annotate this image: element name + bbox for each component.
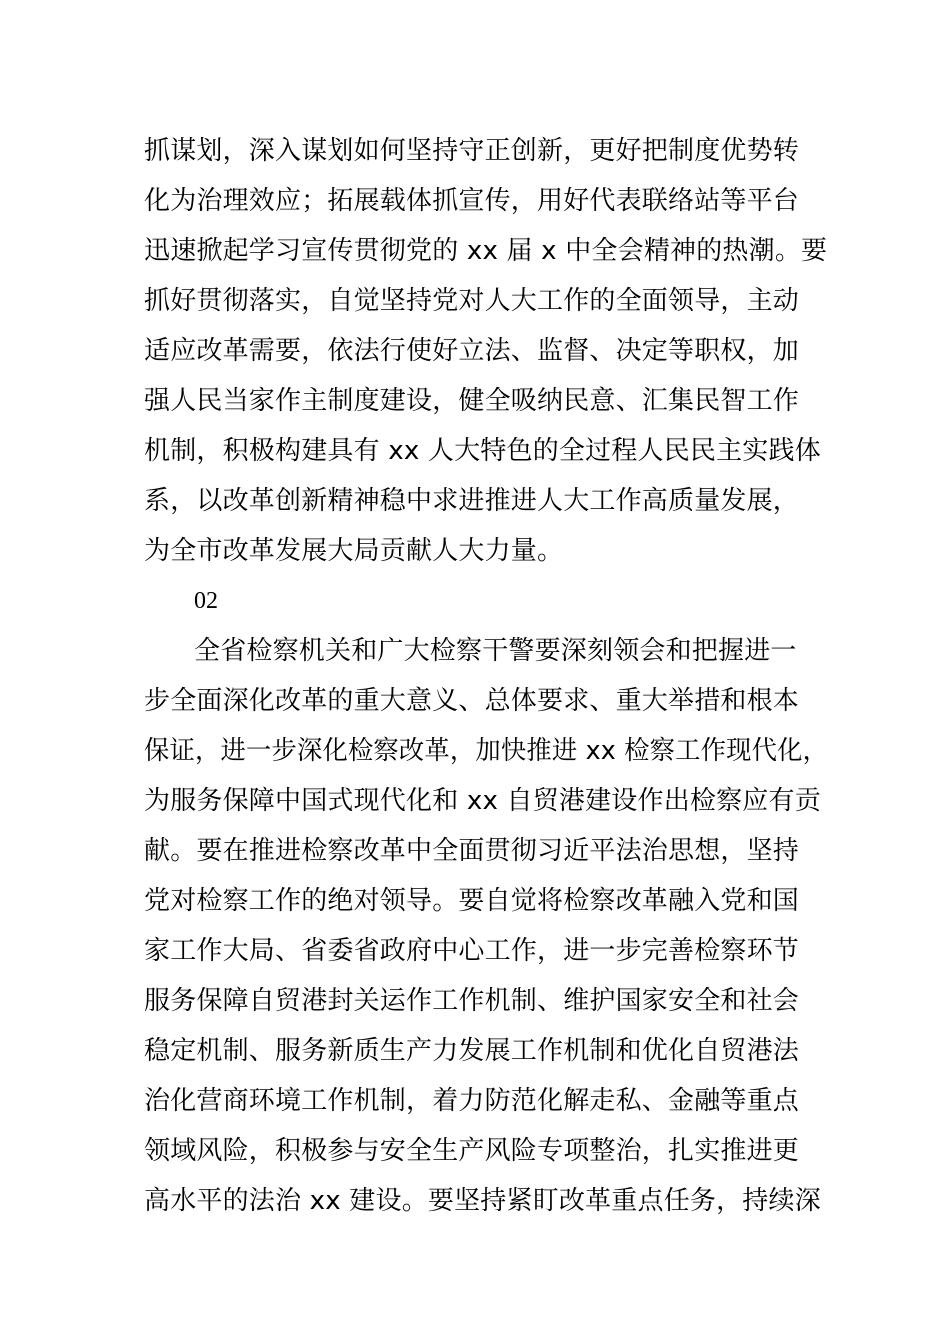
paragraph-2-line: 稳定机制、服务新质生产力发展工作机制和优化自贸港法	[144, 1036, 800, 1066]
paragraph-2-line: 全省检察机关和广大检察干警要深刻领会和把握进一	[194, 636, 797, 666]
paragraph-2-line: 高水平的法治 xx 建设。要坚持紧盯改革重点任务，持续深	[144, 1186, 821, 1216]
paragraph-2-line: 步全面深化改革的重大意义、总体要求、重大举措和根本	[144, 686, 800, 716]
paragraph-2-line: 领域风险，积极参与安全生产风险专项整治，扎实推进更	[144, 1136, 800, 1166]
paragraph-1-line: 为全市改革发展大局贡献人大力量。	[144, 536, 564, 566]
paragraph-2-line: 保证，进一步深化检察改革，加快推进 xx 检察工作现代化，	[144, 736, 829, 766]
paragraph-1-line: 抓好贯彻落实，自觉坚持党对人大工作的全面领导，主动	[144, 286, 800, 316]
paragraph-1-line: 系，以改革创新精神稳中求进推进人大工作高质量发展，	[144, 486, 800, 516]
paragraph-2-line: 治化营商环境工作机制，着力防范化解走私、金融等重点	[144, 1086, 800, 1116]
paragraph-1-line: 抓谋划，深入谋划如何坚持守正创新，更好把制度优势转	[144, 136, 800, 166]
section-number: 02	[194, 588, 218, 614]
paragraph-1-line: 迅速掀起学习宣传贯彻党的 xx 届 x 中全会精神的热潮。要	[144, 236, 828, 266]
paragraph-2-line: 为服务保障中国式现代化和 xx 自贸港建设作出检察应有贡	[144, 786, 821, 816]
paragraph-1-line: 机制，积极构建具有 xx 人大特色的全过程人民民主实践体	[144, 436, 821, 466]
paragraph-2-line: 党对检察工作的绝对领导。要自觉将检察改革融入党和国	[144, 886, 800, 916]
paragraph-1-line: 化为治理效应；拓展载体抓宣传，用好代表联络站等平台	[144, 186, 800, 216]
paragraph-2-line: 家工作大局、省委省政府中心工作，进一步完善检察环节	[144, 936, 800, 966]
paragraph-2-line: 服务保障自贸港封关运作工作机制、维护国家安全和社会	[144, 986, 800, 1016]
paragraph-2-line: 献。要在推进检察改革中全面贯彻习近平法治思想，坚持	[144, 836, 800, 866]
paragraph-1-line: 适应改革需要，依法行使好立法、监督、决定等职权，加	[144, 336, 800, 366]
paragraph-1-line: 强人民当家作主制度建设，健全吸纳民意、汇集民智工作	[144, 386, 800, 416]
